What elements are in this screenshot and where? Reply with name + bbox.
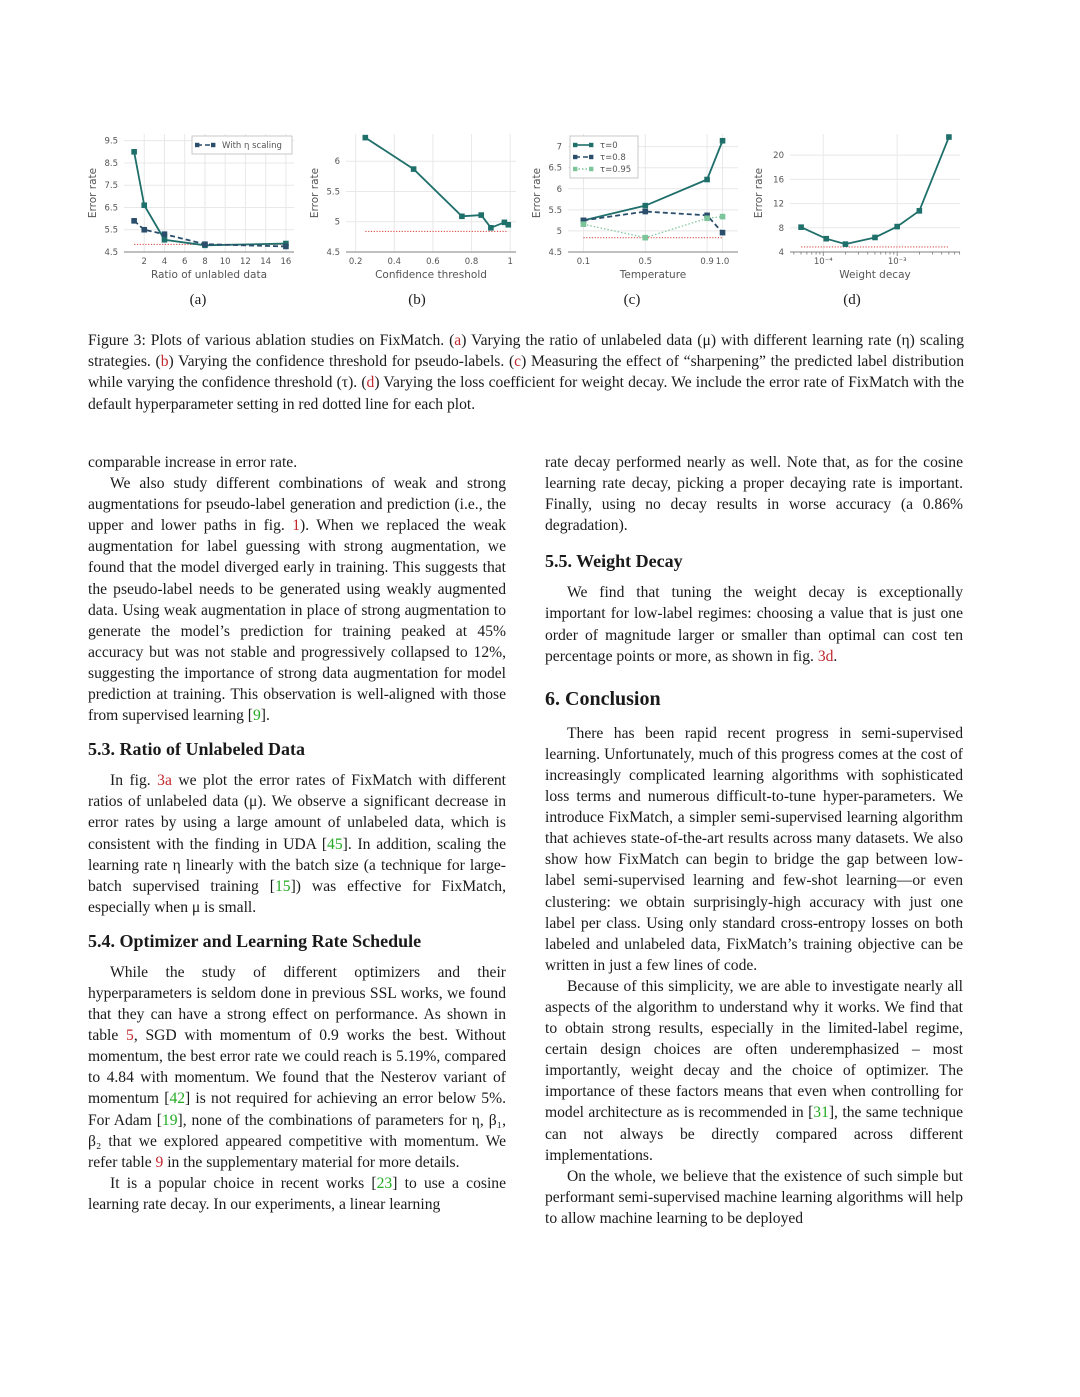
- ref-fig-3a-link[interactable]: 3a: [157, 772, 172, 790]
- svg-text:0.1: 0.1: [576, 257, 591, 267]
- data-marker: [459, 213, 465, 219]
- data-marker: [946, 134, 952, 140]
- svg-text:8: 8: [202, 257, 208, 267]
- svg-text:20: 20: [773, 151, 784, 162]
- svg-text:1.0: 1.0: [715, 257, 730, 267]
- svg-text:6.5: 6.5: [548, 163, 562, 174]
- svg-text:4.5: 4.5: [104, 248, 118, 258]
- left-column: [88, 452, 506, 1215]
- ref-fig-1-link[interactable]: 1: [292, 517, 300, 535]
- x-axis-label: Confidence threshold: [375, 269, 487, 281]
- caption-text: ) Varying the ratio of unlabeled data (μ) with different learning rate (η) scaling strategies. (: [88, 332, 964, 371]
- paragraph: We also study different combinations of weak and strong augmentations for pseudo-label generation and prediction (i.e., the upper and lower paths in fig. 1). When we replaced the weak augmentation for label guessing with strong augmentation, we found that the model diverged early in training. This suggests that the pseudo-label needs to be generated using weakly augmented data. Using weak augmentation in place of strong augmentation to generate the model’s prediction for training peaked at 45% accuracy but was not stable and progressively collapsed to 12%, suggesting the importance of strong data augmentation for model prediction at training. This observation is well-aligned with those from supervised learning [9].: [88, 475, 506, 725]
- data-marker: [720, 138, 726, 144]
- caption-text: ) Varying the loss coefficient for weight decay. We include the error rate of FixMatch with the default hyperparameter setting in red dotted line for each plot.: [88, 374, 965, 413]
- paragraph: While the study of different optimizers and their hyperparameters is seldom done in previous SSL works, we found that they can have a strong effect on performance. As shown in table 5, SGD with momentum of 0.9 works the best. Without momentum, the best error rate we could reach is 5.19%, compared to 4.84 with momentum. We found that the Nesterov variant of momentum [42] is not required for achieving an error below 5%. For Adam [19], none of the combinations of parameters for η, β₁, β₂ that we explored appeared competitive with momentum. We refer table 9 in the supplementary material for more details.: [88, 963, 506, 1171]
- svg-text:7.5: 7.5: [104, 181, 118, 192]
- svg-text:6: 6: [334, 157, 340, 168]
- data-marker: [131, 218, 137, 224]
- paragraph: We find that tuning the weight decay is exceptionally important for low-label regimes: choosing a value that is just one order of magnitude larger or smaller than optimal can cost ten percentage points or more, as shown in fig. 3d.: [545, 584, 963, 665]
- svg-text:4: 4: [778, 248, 784, 258]
- citation-42-link[interactable]: 42: [169, 1090, 186, 1108]
- data-marker: [894, 224, 900, 230]
- svg-text:4: 4: [161, 257, 168, 267]
- svg-text:10⁻³: 10⁻³: [887, 257, 907, 267]
- svg-text:12: 12: [773, 199, 784, 210]
- ref-fig-3d-link[interactable]: 3d: [817, 647, 834, 665]
- data-marker: [843, 241, 849, 247]
- series-line: [134, 221, 286, 247]
- data-marker: [363, 135, 369, 141]
- series-line: [134, 152, 286, 246]
- sublabel-c: (c): [623, 292, 641, 308]
- grid: [346, 134, 516, 252]
- section-heading-5-3: 5.3. Ratio of Unlabeled Data: [88, 739, 305, 760]
- ref-3b-link[interactable]: b: [160, 353, 169, 371]
- svg-text:5.5: 5.5: [548, 205, 562, 216]
- legend-label: τ=0: [600, 141, 618, 151]
- figure-3: [80, 128, 980, 288]
- legend: [570, 136, 638, 178]
- data-marker: [505, 222, 511, 228]
- chart-svg-c: [524, 128, 746, 288]
- svg-text:9.5: 9.5: [104, 136, 118, 147]
- y-axis-label: Error rate: [753, 167, 765, 219]
- svg-text:6: 6: [182, 257, 188, 267]
- section-heading-6-conclusion: 6. Conclusion: [545, 687, 661, 710]
- data-marker: [642, 203, 648, 209]
- caption-text: ) Measuring the effect of “sharpening” the predicted label distribution while varying the confidence threshold (τ). (: [88, 353, 964, 392]
- paragraph: Because of this simplicity, we are able to investigate nearly all aspects of the algorithm to understand why it works. We find that to obtain strong results, especially in the limited-label regime, certain design choices are often underemphasized – most importantly, weight decay and the choice of optimizer. The importance of these factors means that even when controlling for model architecture as is recommended in [31], the same technique can not always be directly compared across different implementations.: [545, 977, 963, 1164]
- svg-text:10: 10: [219, 257, 231, 267]
- series-line: [583, 217, 722, 238]
- figure-caption: [88, 330, 964, 415]
- sublabel-b: (b): [408, 292, 426, 308]
- x-axis-label: Weight decay: [839, 269, 911, 281]
- plot-d-weight-decay: [746, 128, 968, 288]
- section-heading-5-4: 5.4. Optimizer and Learning Rate Schedule: [88, 930, 422, 951]
- right-column: [545, 452, 963, 1229]
- data-marker: [872, 235, 878, 241]
- paragraph: comparable increase in error rate.: [88, 454, 298, 471]
- svg-text:5: 5: [334, 217, 340, 228]
- legend-label: τ=0.95: [600, 165, 632, 175]
- data-marker: [720, 214, 726, 220]
- svg-text:0.5: 0.5: [638, 257, 653, 267]
- citation-45-link[interactable]: 45: [327, 835, 343, 853]
- y-axis-label: Error rate: [531, 167, 543, 219]
- ref-3d-link[interactable]: d: [366, 374, 375, 392]
- citation-19-link[interactable]: 19: [161, 1111, 178, 1129]
- citation-23-link[interactable]: 23: [376, 1174, 393, 1192]
- x-axis-label: Temperature: [619, 269, 687, 281]
- data-marker: [642, 235, 648, 241]
- svg-text:10⁻⁴: 10⁻⁴: [813, 257, 833, 267]
- data-marker: [478, 212, 484, 218]
- legend-label: τ=0.8: [600, 153, 626, 163]
- data-marker: [162, 237, 168, 243]
- y-axis-label: Error rate: [309, 167, 321, 219]
- svg-text:2: 2: [141, 257, 147, 267]
- paragraph: It is a popular choice in recent works [23] to use a cosine learning rate decay. In our experiments, a linear learning: [88, 1174, 506, 1213]
- plot-b-confidence-threshold: [302, 128, 524, 288]
- citation-31-link[interactable]: 31: [813, 1104, 829, 1122]
- data-marker: [131, 149, 137, 155]
- ref-3c-link[interactable]: c: [514, 353, 522, 371]
- svg-text:0.8: 0.8: [464, 257, 479, 267]
- legend: [192, 136, 292, 154]
- svg-text:16: 16: [280, 257, 292, 267]
- chart-svg-a: [80, 128, 302, 288]
- caption-text: Figure 3: Plots of various ablation studies on FixMatch. (: [88, 332, 455, 349]
- svg-text:0.2: 0.2: [348, 257, 363, 267]
- data-marker: [917, 208, 923, 214]
- paragraph: There has been rapid recent progress in semi-supervised learning. Unfortunately, much of this progress comes at the cost of increasingly complicated learning algorithms with sophisticated loss terms and numerous difficult-to-tune hyper-parameters. We introduce FixMatch, a simpler semi-supervised learning algorithm that achieves state-of-the-art results across many datasets. We also show how FixMatch can begin to bridge the gap between low-label semi-supervised learning and few-shot learning—or even clustering: we obtain surprisingly-high accuracy with just one label per class. Using only standard cross-entropy losses on both labeled and unlabeled data, FixMatch’s training objective can be written in just a few lines of code.: [545, 724, 963, 974]
- svg-text:7: 7: [556, 142, 562, 153]
- citation-15-link[interactable]: 15: [275, 877, 291, 895]
- chart-svg-b: [302, 128, 524, 288]
- data-marker: [704, 215, 710, 221]
- data-marker: [704, 177, 710, 183]
- svg-text:5: 5: [556, 226, 562, 237]
- data-marker: [581, 221, 587, 227]
- paragraph: In fig. 3a we plot the error rates of FixMatch with different ratios of unlabeled data (μ). We observe a significant decrease in error rates by using a large amount of unlabeled data, which is consistent with the finding in UDA [45]. In addition, scaling the learning rate η linearly with the batch size (a technique for large-batch supervised training [15]) was effective for FixMatch, especially when μ is small.: [88, 772, 506, 916]
- plot-a-ratio-unlabeled: [80, 128, 302, 288]
- data-marker: [202, 241, 208, 247]
- svg-text:0.4: 0.4: [387, 257, 402, 267]
- series-line: [365, 138, 508, 228]
- ref-3a-link[interactable]: a: [454, 332, 462, 349]
- x-axis-label: Ratio of unlabled data: [150, 269, 268, 281]
- citation-9-link[interactable]: 9: [252, 707, 261, 725]
- section-heading-5-5: 5.5. Weight Decay: [545, 551, 683, 572]
- data-marker: [141, 202, 147, 208]
- sublabel-a: (a): [189, 292, 207, 308]
- data-marker: [642, 209, 648, 215]
- data-marker: [720, 230, 726, 236]
- svg-text:12: 12: [240, 257, 251, 267]
- data-marker: [141, 227, 147, 233]
- svg-text:5.5: 5.5: [326, 187, 340, 198]
- svg-text:1: 1: [507, 257, 513, 267]
- ref-table-9-link[interactable]: 9: [155, 1153, 164, 1171]
- data-marker: [798, 224, 804, 230]
- svg-text:6.5: 6.5: [104, 203, 118, 214]
- legend-label: With η scaling: [222, 141, 282, 151]
- ref-table-5-link[interactable]: 5: [126, 1027, 134, 1045]
- data-marker: [411, 166, 417, 172]
- sublabel-d: (d): [843, 292, 861, 308]
- data-marker: [823, 236, 829, 242]
- caption-text: ) Varying the confidence threshold for pseudo-labels. (: [168, 353, 515, 371]
- svg-text:14: 14: [260, 257, 272, 267]
- plot-c-temperature: [524, 128, 746, 288]
- data-marker: [283, 244, 289, 250]
- chart-svg-d: [746, 128, 968, 288]
- data-marker: [488, 225, 494, 231]
- svg-text:0.9: 0.9: [700, 257, 714, 267]
- svg-text:4.5: 4.5: [326, 248, 340, 258]
- y-axis-label: Error rate: [87, 167, 99, 219]
- svg-text:4.5: 4.5: [548, 248, 562, 258]
- svg-text:8: 8: [778, 223, 784, 234]
- svg-text:0.6: 0.6: [426, 257, 440, 267]
- paragraph: On the whole, we believe that the existence of such simple but performant semi-supervised machine learning algorithms will help to allow machine learning to be deployed: [545, 1167, 963, 1227]
- data-marker: [162, 231, 168, 237]
- svg-text:6: 6: [556, 184, 562, 195]
- svg-text:8.5: 8.5: [104, 158, 118, 169]
- svg-text:5.5: 5.5: [104, 225, 118, 236]
- paragraph: rate decay performed nearly as well. Note that, as for the cosine learning rate decay, picking a proper decaying rate is important. Finally, using no decay results in worse accuracy (a 0.86% degradation).: [545, 454, 963, 535]
- svg-text:16: 16: [773, 175, 784, 186]
